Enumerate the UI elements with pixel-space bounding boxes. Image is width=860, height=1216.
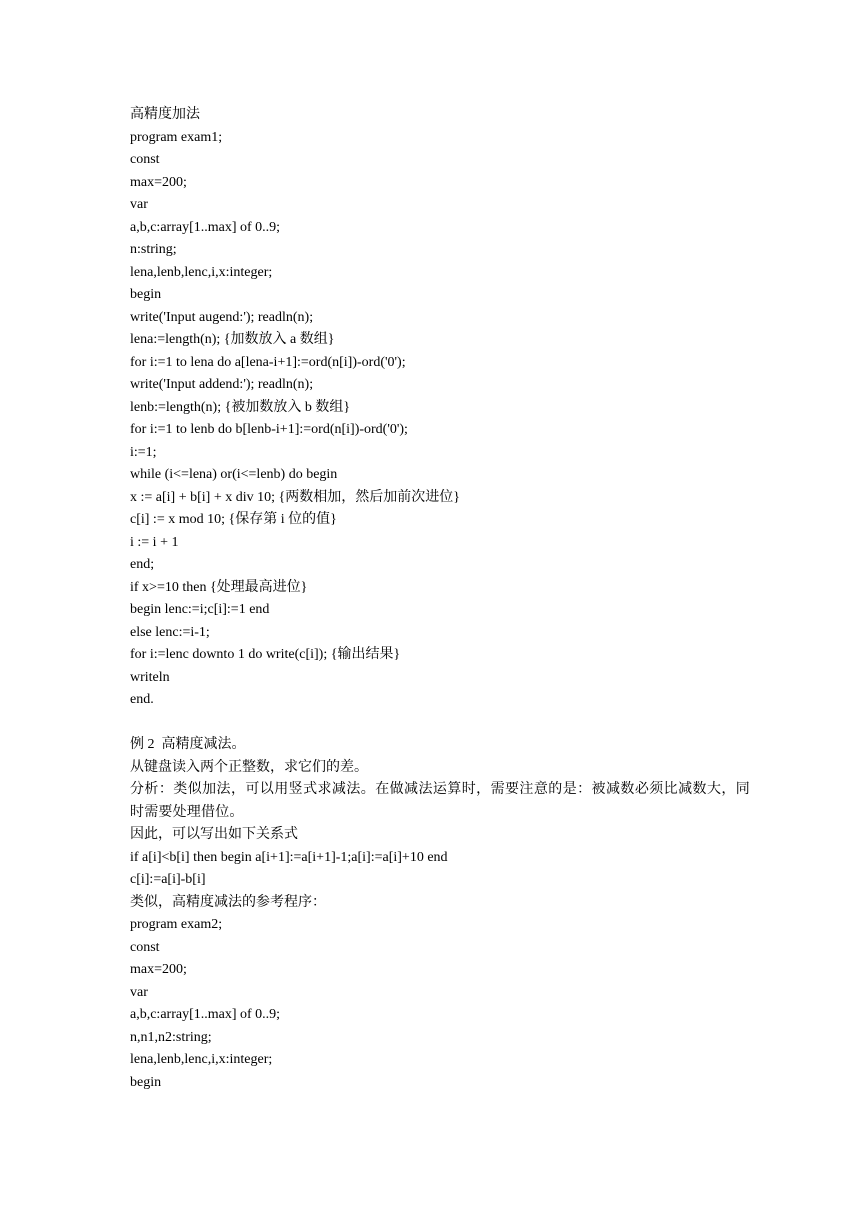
- code-line: end;: [130, 557, 155, 572]
- code-line: a,b,c:array[1..max] of 0..9;: [130, 219, 281, 235]
- code-line: begin: [130, 287, 162, 302]
- section2-analysis: 分析：类似加法，可以用竖式求减法。在做减法运算时，需要注意的是：被减数必须比减数大，同时需要处理借位。: [130, 782, 750, 820]
- code-line: n:string;: [130, 242, 177, 257]
- code-line: else lenc:=i-1;: [130, 624, 210, 640]
- code-line: i:=1;: [130, 444, 157, 460]
- section1-code-block: [130, 127, 750, 712]
- code-line: write('Input augend:'); readln(n);: [130, 309, 314, 325]
- code-line: program exam2;: [130, 917, 223, 932]
- code-line: for i:=1 to lena do a[lena-i+1]:=ord(n[i])-ord('0');: [130, 354, 406, 370]
- code-line: begin lenc:=i;c[i]:=1 end: [130, 602, 270, 617]
- code-line: program exam1;: [130, 129, 223, 145]
- code-line: n,n1,n2:string;: [130, 1029, 212, 1045]
- section2-title: 例 2 高精度减法。: [130, 737, 246, 752]
- code-line: a,b,c:array[1..max] of 0..9;: [130, 1007, 281, 1022]
- code-line: const: [130, 939, 160, 955]
- section2-relation-intro: 因此，可以写出如下关系式: [130, 827, 298, 842]
- code-line: max=200;: [130, 174, 187, 190]
- code-line: while (i<=lena) or(i<=lenb) do begin: [130, 467, 338, 482]
- code-line: var: [130, 197, 148, 212]
- code-line: x := a[i] + b[i] + x div 10; {两数相加，然后加前次进位}: [130, 489, 460, 505]
- section2-relations: [130, 847, 750, 892]
- code-line: i := i + 1: [130, 534, 179, 550]
- code-line: end.: [130, 692, 154, 707]
- section2-program-intro: 类似，高精度减法的参考程序：: [130, 894, 326, 910]
- code-line: const: [130, 152, 160, 167]
- code-line: begin: [130, 1074, 162, 1090]
- code-line: write('Input addend:'); readln(n);: [130, 377, 314, 392]
- code-line: lena:=length(n); {加数放入 a 数组}: [130, 332, 335, 347]
- code-line: max=200;: [130, 962, 187, 977]
- section2-code-block: [130, 914, 750, 1094]
- relation-line: c[i]:=a[i]-b[i]: [130, 872, 206, 887]
- code-line: for i:=1 to lenb do b[lenb-i+1]:=ord(n[i])-ord('0');: [130, 422, 408, 437]
- section1-title: 高精度加法: [130, 107, 200, 122]
- section2-intro: 从键盘读入两个正整数，求它们的差。: [130, 759, 368, 775]
- code-line: lenb:=length(n); {被加数放入 b 数组}: [130, 399, 351, 415]
- section-spacer: [130, 712, 750, 735]
- code-line: var: [130, 984, 148, 1000]
- code-line: writeln: [130, 669, 170, 685]
- code-line: if x>=10 then {处理最高进位}: [130, 579, 308, 595]
- relation-line: if a[i]<b[i] then begin a[i+1]:=a[i+1]-1;a[i]:=a[i]+10 end: [130, 849, 448, 865]
- code-line: for i:=lenc downto 1 do write(c[i]); {输出结果}: [130, 647, 401, 662]
- code-line: lena,lenb,lenc,i,x:integer;: [130, 264, 273, 280]
- code-line: c[i] := x mod 10; {保存第 i 位的值}: [130, 512, 337, 527]
- code-line: lena,lenb,lenc,i,x:integer;: [130, 1052, 273, 1067]
- document-page: [130, 104, 750, 1094]
